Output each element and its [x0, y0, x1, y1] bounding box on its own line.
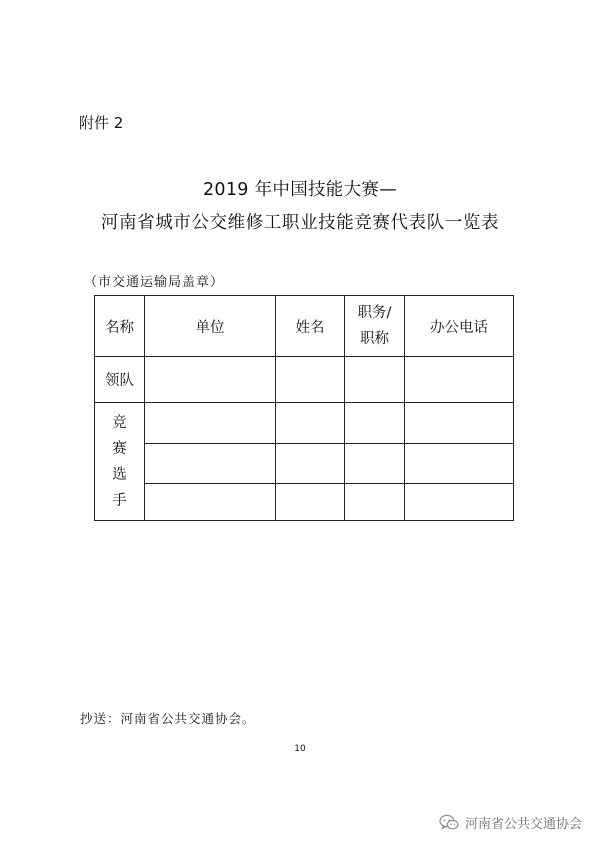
table-cell [345, 403, 405, 444]
table-cell [145, 444, 276, 484]
contestants-char: 手 [112, 492, 127, 509]
table-row-contestant [95, 484, 514, 521]
header-person: 姓名 [276, 296, 345, 357]
row-label-leader: 领队 [95, 357, 145, 403]
attachment-label: 附件 2 [79, 114, 124, 132]
header-position [345, 296, 405, 357]
stamp-note: （市交通运输局盖章） [84, 275, 225, 290]
table-cell [405, 444, 514, 484]
row-label-contestants [95, 403, 145, 521]
table-row-leader [95, 357, 514, 403]
table-cell [145, 484, 276, 521]
table-cell [276, 357, 345, 403]
watermark [439, 813, 582, 832]
table-cell [405, 357, 514, 403]
header-position-line-2: 职称 [360, 331, 389, 347]
table-cell [345, 357, 405, 403]
title-line-2: 河南省城市公交维修工职业技能竞赛代表队一览表 [100, 213, 500, 233]
header-position-line-1: 职务/ [357, 305, 392, 321]
header-name: 名称 [95, 296, 145, 357]
table-cell [405, 403, 514, 444]
contestants-char: 选 [112, 466, 127, 483]
watermark-text: 河南省公共交通协会 [464, 817, 582, 832]
roster-table [94, 295, 514, 521]
table-header-row [95, 296, 514, 357]
contestants-char: 赛 [112, 440, 127, 457]
header-phone: 办公电话 [405, 296, 514, 357]
table-cell [345, 484, 405, 521]
table-cell [276, 403, 345, 444]
table-cell [145, 357, 276, 403]
table-row-contestant [95, 403, 514, 444]
contestants-char: 竞 [112, 414, 127, 431]
page-number: 10 [294, 744, 306, 754]
table-cell [276, 444, 345, 484]
table-cell [276, 484, 345, 521]
header-unit: 单位 [145, 296, 276, 357]
table-cell [345, 444, 405, 484]
table-cell [405, 484, 514, 521]
wechat-icon [439, 814, 459, 831]
title-line-1: 2019 年中国技能大赛— [203, 180, 397, 200]
table-row-contestant [95, 444, 514, 484]
table-cell [145, 403, 276, 444]
cc-note: 抄送：河南省公共交通协会。 [80, 711, 256, 726]
